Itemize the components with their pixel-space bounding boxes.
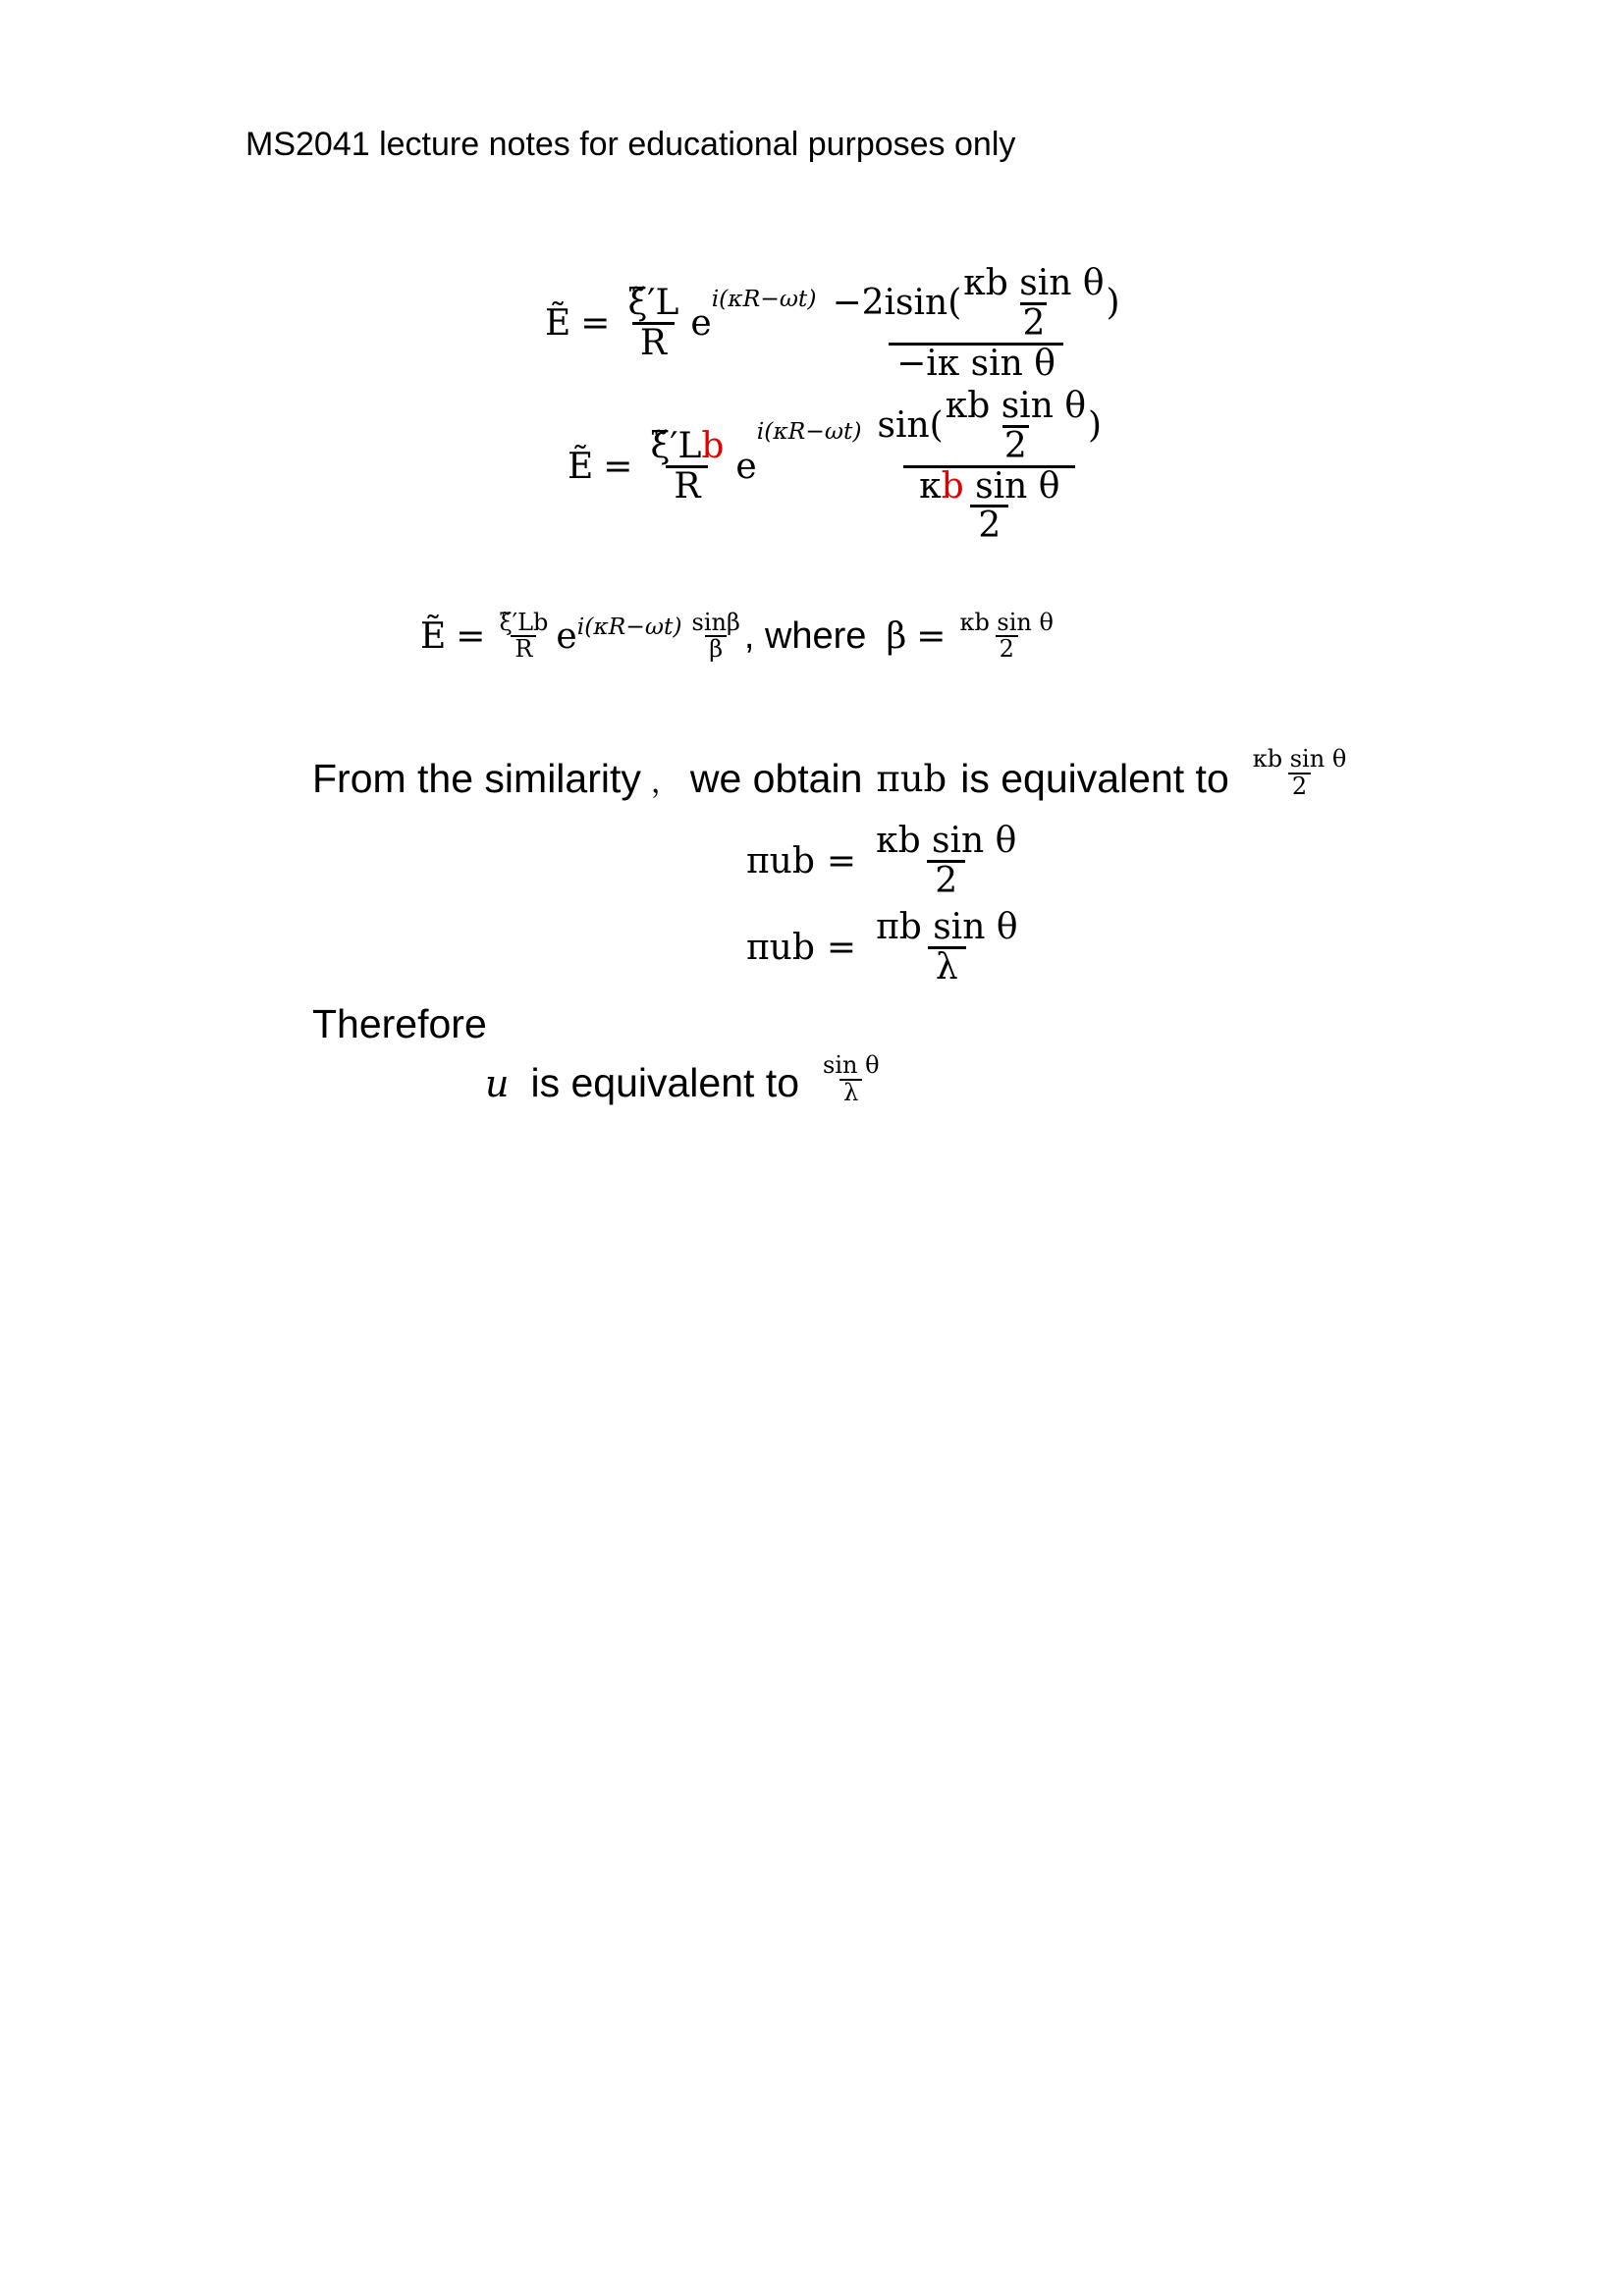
- eq2-equals: =: [603, 446, 633, 487]
- eq1-prefactor-den: R: [632, 322, 675, 362]
- similarity-frac-den: 2: [1288, 773, 1311, 799]
- eq2-inner-fraction: [944, 388, 1088, 465]
- eq1-main-den: −iκ sin θ: [889, 343, 1063, 383]
- eq1-equals: =: [580, 303, 611, 345]
- final-frac-num: sin θ: [823, 1051, 880, 1080]
- eq2-main-den: [903, 465, 1075, 546]
- eq2-den-num: [911, 465, 1067, 507]
- similarity-fraction: [1249, 747, 1351, 798]
- final-line: [485, 1051, 884, 1106]
- eq2-den-fraction: [911, 465, 1067, 547]
- eq2-inner-num: κb sin θ: [945, 386, 1086, 426]
- similarity-symbol: πub: [876, 758, 947, 800]
- eq2-exp-base: e: [735, 446, 757, 487]
- eq2-prefactor-den: R: [666, 465, 708, 506]
- eq1-inner-num: κb sin θ: [963, 263, 1105, 303]
- eq1-prefactor: [620, 285, 686, 362]
- final-symbol: u: [485, 1061, 510, 1105]
- eq3-ratio: [688, 611, 744, 662]
- eq4-lhs: πub: [746, 840, 815, 881]
- equation-3: [420, 611, 1057, 662]
- similarity-text-3: is equivalent to: [960, 756, 1229, 801]
- similarity-separator: ，: [650, 766, 680, 799]
- eq3-beta-equals: =: [916, 615, 947, 657]
- eq2-inner-den: 2: [1003, 425, 1027, 466]
- eq1-num-pre: −2isin(: [832, 283, 962, 324]
- equation-4: [746, 823, 1024, 900]
- page-header: MS2041 lecture notes for educational purposes only: [245, 126, 1016, 163]
- similarity-frac-num: κb sin θ: [1252, 745, 1347, 774]
- eq5-fraction: [868, 909, 1025, 987]
- eq3-prefactor-den: R: [511, 635, 536, 662]
- eq2-prefactor-num: [642, 425, 731, 466]
- eq3-equals: =: [456, 615, 486, 657]
- eq1-inner-den: 2: [1022, 302, 1046, 344]
- eq5-lhs: πub: [746, 927, 815, 968]
- eq3-beta-num: κb sin θ: [959, 609, 1054, 636]
- eq3-ratio-den: β: [705, 635, 727, 662]
- eq1-main-fraction: [824, 265, 1127, 382]
- eq2-den-den: 2: [970, 505, 1008, 545]
- eq5-equals: =: [826, 927, 857, 968]
- similarity-text-2: we obtain: [689, 756, 863, 801]
- eq2-exponent: i(κR−ωt): [756, 417, 862, 445]
- eq5-num: πb sin θ: [876, 907, 1018, 947]
- equation-1: [545, 265, 1128, 382]
- eq1-main-num: [824, 265, 1127, 343]
- final-frac-den: λ: [839, 1079, 862, 1105]
- therefore-label: Therefore: [312, 1001, 487, 1046]
- equation-2: [568, 388, 1110, 545]
- eq3-exponent: i(κR−ωt): [576, 613, 682, 640]
- eq2-pref-b: b: [701, 425, 725, 466]
- eq2-prefactor: [642, 425, 731, 507]
- eq5-den: λ: [928, 946, 966, 987]
- eq3-exp-base: e: [556, 615, 577, 657]
- similarity-line: [312, 745, 1350, 802]
- eq3-lhs: Ẽ: [420, 615, 447, 657]
- eq3-prefactor-num: ξ̃′Lb: [499, 609, 549, 636]
- eq3-beta-den: 2: [996, 635, 1018, 662]
- eq3-beta-fraction: [955, 611, 1057, 662]
- eq1-lhs: Ẽ: [545, 303, 571, 345]
- eq2-num-post: ): [1088, 405, 1103, 447]
- eq1-exponent: i(κR−ωt): [711, 285, 817, 312]
- final-fraction: [819, 1053, 884, 1104]
- eq2-num-pre: sin(: [877, 405, 944, 447]
- eq3-prefactor: [495, 611, 552, 662]
- eq2-den-kappa: κ: [919, 465, 942, 507]
- similarity-text-1: From the similarity: [312, 756, 641, 801]
- eq3-ratio-num: sinβ: [691, 609, 740, 636]
- equation-5: [746, 909, 1026, 987]
- eq1-num-post: ): [1106, 283, 1120, 324]
- eq1-prefactor-num: ξ̃′L: [627, 283, 679, 324]
- final-text: is equivalent to: [530, 1060, 799, 1105]
- eq1-inner-fraction: [961, 265, 1106, 343]
- eq4-den: 2: [927, 860, 965, 900]
- eq2-den-b: b: [941, 465, 964, 507]
- eq2-den-sin: sin θ: [963, 465, 1060, 507]
- eq4-equals: =: [826, 840, 857, 881]
- eq2-lhs: Ẽ: [568, 446, 594, 487]
- eq4-num: κb sin θ: [876, 821, 1017, 861]
- eq2-main-fraction: [870, 388, 1110, 545]
- eq2-pref-xi: ξ̃′L: [650, 425, 702, 466]
- eq3-where: , where: [743, 614, 867, 657]
- eq1-exp-base: e: [690, 303, 712, 345]
- eq2-main-num: [870, 388, 1110, 465]
- eq4-fraction: [868, 823, 1024, 900]
- eq3-beta: β: [886, 615, 907, 657]
